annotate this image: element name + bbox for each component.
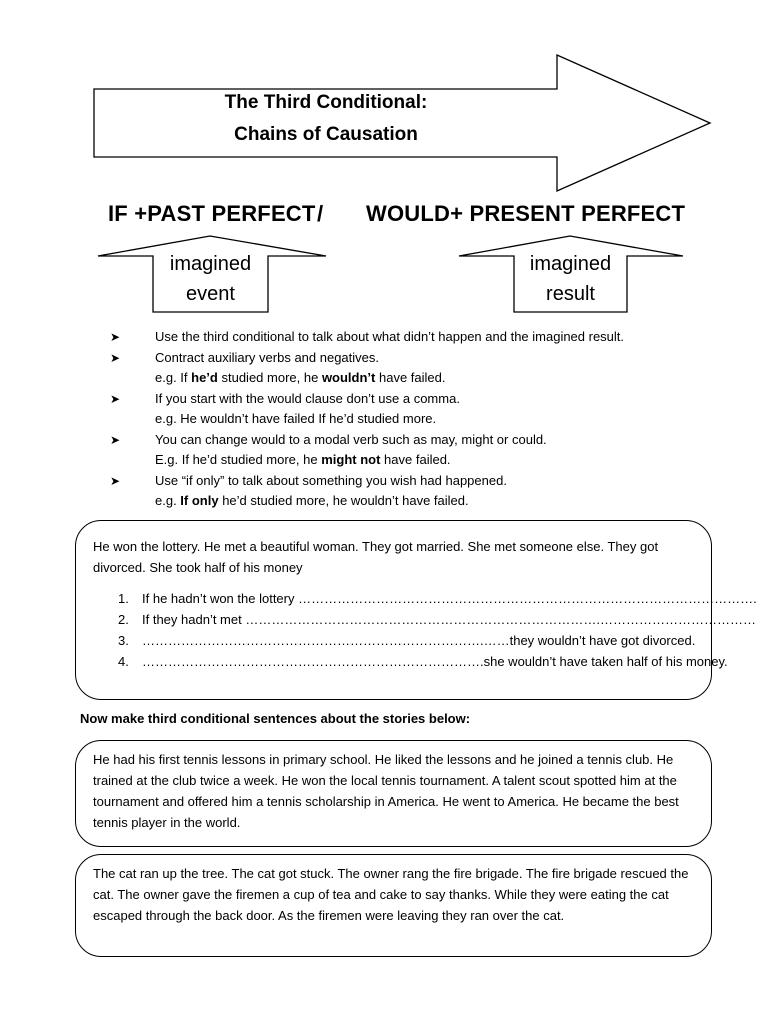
rule-example: e.g. If only he’d studied more, he wouldn’t have failed. <box>155 493 469 508</box>
rule-example: E.g. If he’d studied more, he might not have failed. <box>155 452 451 467</box>
example-story-box <box>75 520 757 700</box>
imagined-result-label <box>514 249 627 309</box>
imagined-event-line2: event <box>186 283 235 305</box>
formula-separator: / <box>317 201 324 226</box>
rule-item <box>110 430 730 471</box>
page-title-line2: Chains of Causation <box>234 124 418 145</box>
rule-text: Contract auxiliary verbs and negatives. <box>155 349 380 365</box>
rule-text: Use the third conditional to talk about what didn’t happen and the imagined result. <box>155 329 625 344</box>
rule-item <box>110 348 730 389</box>
formula-result-clause: WOULD+ PRESENT PERFECT <box>366 201 686 226</box>
arrowhead-bullet-icon: ➤ <box>110 350 121 365</box>
completion-item: 2. If they hadn’t met ……………………………………………………………………….……………………………… <box>118 612 756 627</box>
arrowhead-bullet-icon: ➤ <box>110 473 121 488</box>
rules-list <box>110 327 730 512</box>
rule-text: If you start with the would clause don’t use a comma. <box>155 390 460 406</box>
completion-item: 3. …………………………………………………………………….……they wouldn’t have got divorced. <box>118 633 696 648</box>
instruction-text: Now make third conditional sentences about the stories below: <box>80 711 471 726</box>
arrowhead-bullet-icon: ➤ <box>110 432 121 447</box>
rule-item <box>110 389 730 430</box>
formula-if-clause: IF +PAST PERFECT <box>108 201 316 226</box>
imagined-event-line1: imagined <box>169 253 252 275</box>
completion-list <box>118 588 757 672</box>
page-title-line1: The Third Conditional: <box>224 92 428 113</box>
rule-item <box>110 327 730 348</box>
example-story-text: He won the lottery. He met a beautiful woman. They got married. She met someone else. They got divorced. She took half of his money <box>93 539 659 575</box>
story-box-tennis <box>75 740 712 847</box>
imagined-event-label <box>153 249 268 309</box>
rule-text: Use “if only” to talk about something you wish had happened. <box>155 472 507 488</box>
completion-item: 4. …………………………………………………………………….she wouldn’t have taken half of his money. <box>118 654 728 669</box>
arrowhead-bullet-icon: ➤ <box>110 391 121 406</box>
story-text: He had his first tennis lessons in primary school. He liked the lessons and he joined a tennis club. He trained at the club twice a week. He won the local tennis tournament. A talent scout spotted him at the tournament and offered him a tennis scholarship in America. He went to America. He became the best tennis player in the world. <box>93 752 679 830</box>
imagined-result-line2: result <box>546 283 595 305</box>
rule-example: e.g. He wouldn’t have failed If he’d studied more. <box>155 411 437 426</box>
rule-example: e.g. If he’d studied more, he wouldn’t have failed. <box>155 370 446 385</box>
imagined-result-line1: imagined <box>529 253 612 275</box>
rule-item <box>110 471 730 512</box>
story-text: The cat ran up the tree. The cat got stuck. The owner rang the fire brigade. The fire brigade rescued the cat. The owner gave the firemen a cup of tea and cake to say thanks. While they were eating the cat escaped through the back door. As the firemen were leaving they ran over the cat. <box>93 866 689 923</box>
completion-item: 1. If he hadn’t won the lottery ……………………………………………………………………………………………. <box>118 591 757 606</box>
rule-text: You can change would to a modal verb such as may, might or could. <box>155 431 547 447</box>
arrowhead-bullet-icon: ➤ <box>110 330 121 344</box>
story-box-cat <box>75 854 712 957</box>
